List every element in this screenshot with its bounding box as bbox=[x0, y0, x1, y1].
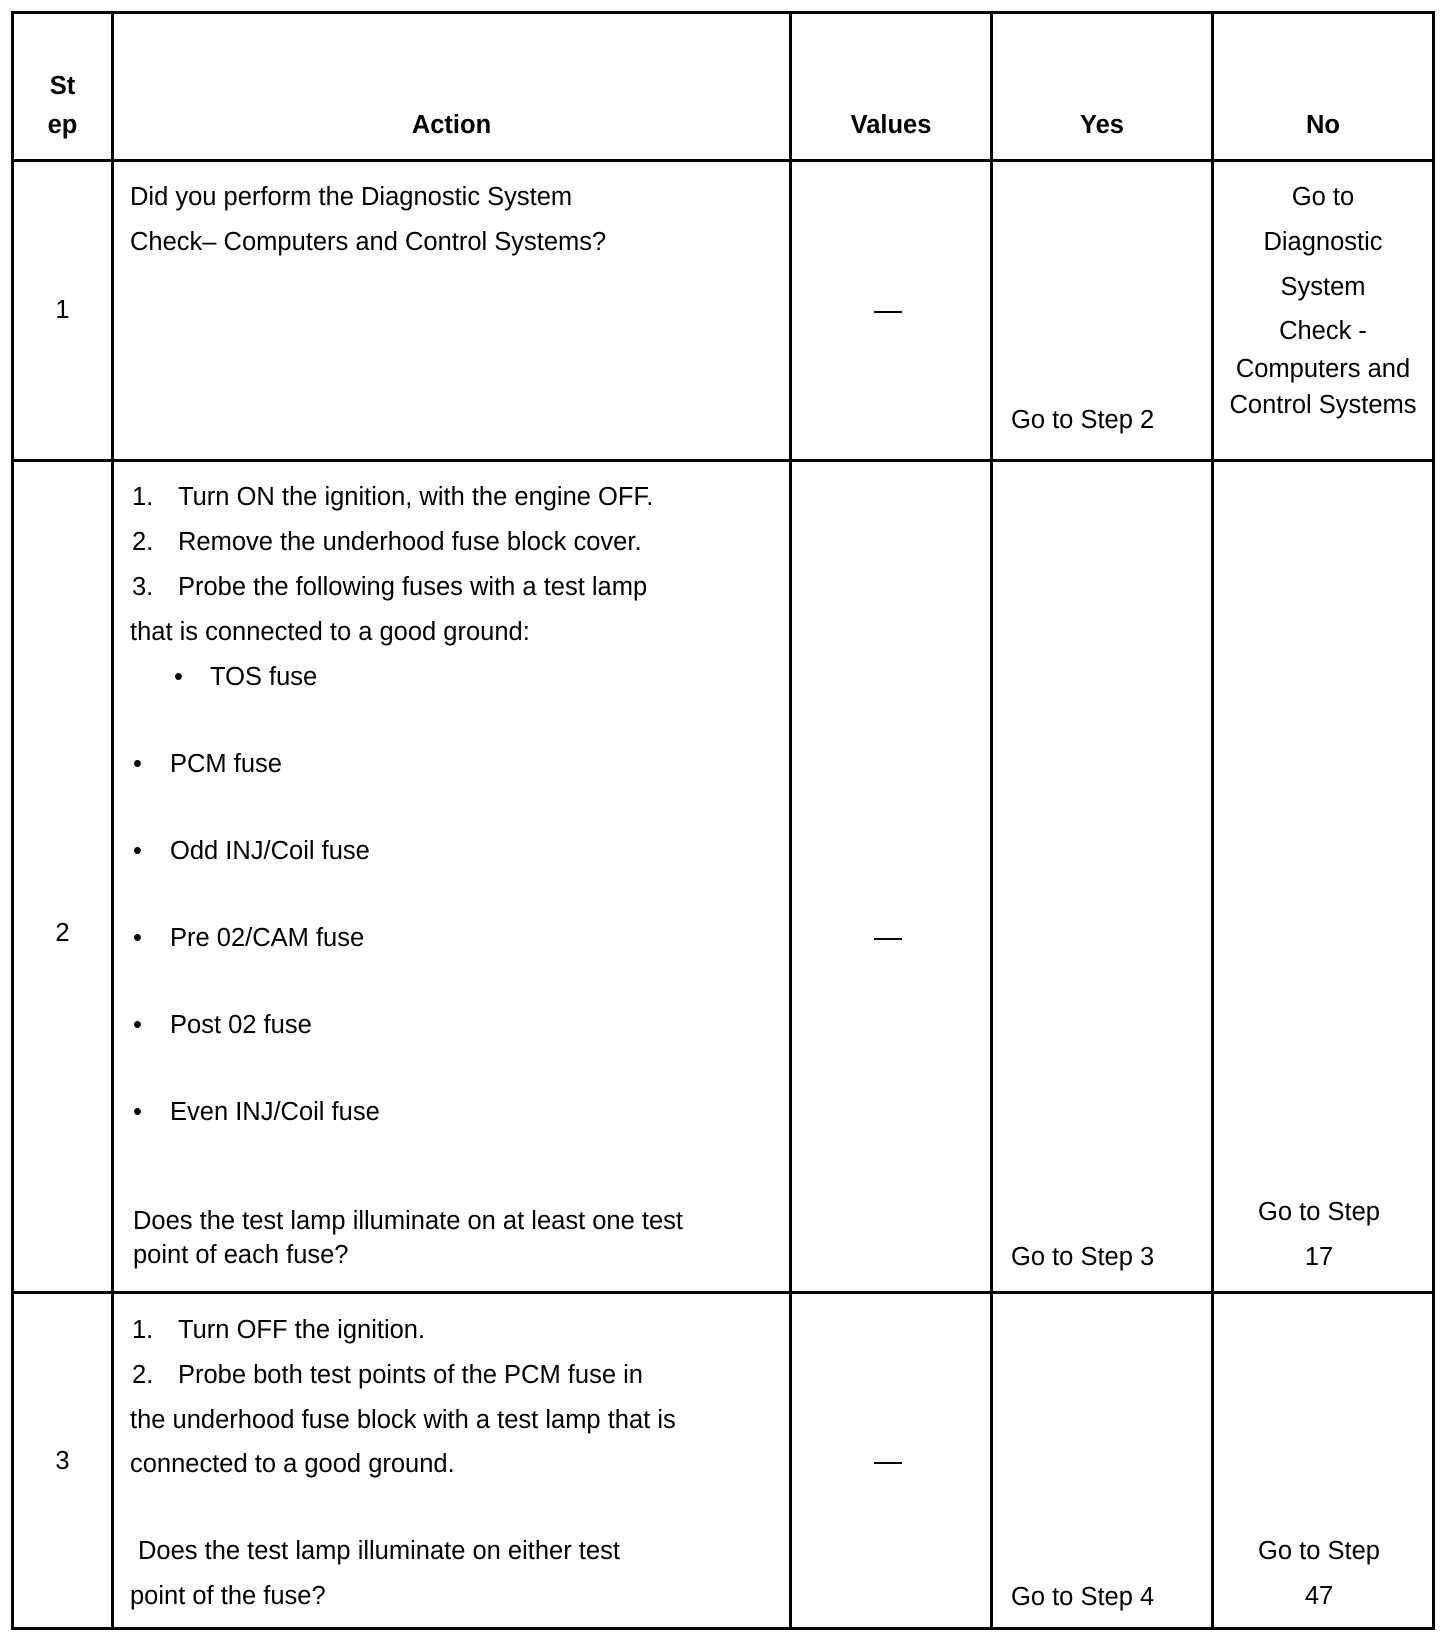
row2-fuse-1: TOS fuse bbox=[210, 663, 318, 691]
row1-no-line-5: Computers and bbox=[1235, 355, 1411, 383]
row2-step-2-num: 2. bbox=[132, 528, 154, 556]
row1-values-dash bbox=[874, 311, 902, 313]
header-step-line-1: St bbox=[49, 72, 76, 100]
row2-fuse-2: PCM fuse bbox=[170, 750, 282, 778]
header-yes: Yes bbox=[1080, 111, 1124, 139]
header-divider bbox=[11, 159, 1435, 162]
row2-yes: Go to Step 3 bbox=[1011, 1243, 1155, 1271]
row3-step-2-text: Probe both test points of the PCM fuse in bbox=[178, 1361, 643, 1389]
row2-fuse-bullet-2: • bbox=[133, 750, 142, 778]
row2-question-line-2: point of each fuse? bbox=[133, 1241, 349, 1269]
row3-step-2-num: 2. bbox=[132, 1361, 154, 1389]
row2-fuse-bullet-4: • bbox=[133, 924, 142, 952]
col-divider-action bbox=[789, 11, 792, 1630]
row2-step: 2 bbox=[55, 919, 70, 947]
row2-fuse-bullet-6: • bbox=[133, 1098, 142, 1126]
row3-values-dash bbox=[874, 1462, 902, 1464]
row3-no-line-1: Go to Step bbox=[1258, 1537, 1380, 1565]
row3-step-1-num: 1. bbox=[132, 1316, 154, 1344]
row2-fuse-bullet-1: • bbox=[174, 663, 183, 691]
row3-yes: Go to Step 4 bbox=[1011, 1583, 1155, 1611]
row3-step: 3 bbox=[55, 1447, 70, 1475]
row3-question-line-2: point of the fuse? bbox=[130, 1582, 326, 1610]
table-border-left bbox=[11, 11, 14, 1630]
row2-continuation: that is connected to a good ground: bbox=[130, 618, 530, 646]
row2-fuse-4: Pre 02/CAM fuse bbox=[170, 924, 365, 952]
row3-no-line-2: 47 bbox=[1304, 1582, 1334, 1610]
row2-step-1-num: 1. bbox=[132, 483, 154, 511]
col-divider-values bbox=[990, 11, 993, 1630]
row1-no-line-3: System bbox=[1280, 273, 1366, 301]
row2-fuse-bullet-5: • bbox=[133, 1011, 142, 1039]
row2-question-line-1: Does the test lamp illuminate on at least one test bbox=[133, 1207, 683, 1235]
row1-no-line-6: Control Systems bbox=[1229, 391, 1417, 419]
row2-fuse-6: Even INJ/Coil fuse bbox=[170, 1098, 380, 1126]
row3-step-1-text: Turn OFF the ignition. bbox=[178, 1316, 426, 1344]
row2-values-dash bbox=[874, 938, 902, 940]
table-border-right bbox=[1432, 11, 1435, 1630]
row1-action-line-2: Check– Computers and Control Systems? bbox=[130, 228, 607, 256]
row1-action-line-1: Did you perform the Diagnostic System bbox=[130, 183, 573, 211]
row-divider-1 bbox=[11, 459, 1435, 462]
row2-fuse-5: Post 02 fuse bbox=[170, 1011, 312, 1039]
header-step-line-2: ep bbox=[47, 111, 78, 139]
row2-fuse-bullet-3: • bbox=[133, 837, 142, 865]
row1-no-line-4: Check - bbox=[1279, 317, 1367, 345]
row1-step: 1 bbox=[55, 296, 70, 324]
header-no: No bbox=[1306, 111, 1340, 139]
row2-no-line-1: Go to Step bbox=[1258, 1198, 1380, 1226]
row3-question-line-1: Does the test lamp illuminate on either test bbox=[138, 1537, 620, 1565]
row1-no-line-2: Diagnostic bbox=[1263, 228, 1383, 256]
row2-step-3-num: 3. bbox=[132, 573, 154, 601]
table-border-bottom bbox=[11, 1627, 1435, 1630]
row2-no-line-2: 17 bbox=[1304, 1243, 1334, 1271]
row-divider-2 bbox=[11, 1291, 1435, 1294]
row2-step-3-text: Probe the following fuses with a test lamp bbox=[178, 573, 648, 601]
row1-yes: Go to Step 2 bbox=[1011, 406, 1155, 434]
row3-continuation-line-1: the underhood fuse block with a test lamp that is bbox=[130, 1406, 676, 1434]
header-values: Values bbox=[850, 111, 932, 139]
header-action: Action bbox=[411, 111, 492, 139]
row2-fuse-3: Odd INJ/Coil fuse bbox=[170, 837, 370, 865]
row2-step-1-text: Turn ON the ignition, with the engine OFF. bbox=[178, 483, 654, 511]
row3-continuation-line-2: connected to a good ground. bbox=[130, 1450, 455, 1478]
row2-step-2-text: Remove the underhood fuse block cover. bbox=[178, 528, 642, 556]
col-divider-step bbox=[111, 11, 114, 1630]
table-border-top bbox=[11, 11, 1435, 14]
row1-no-line-1: Go to bbox=[1291, 183, 1355, 211]
